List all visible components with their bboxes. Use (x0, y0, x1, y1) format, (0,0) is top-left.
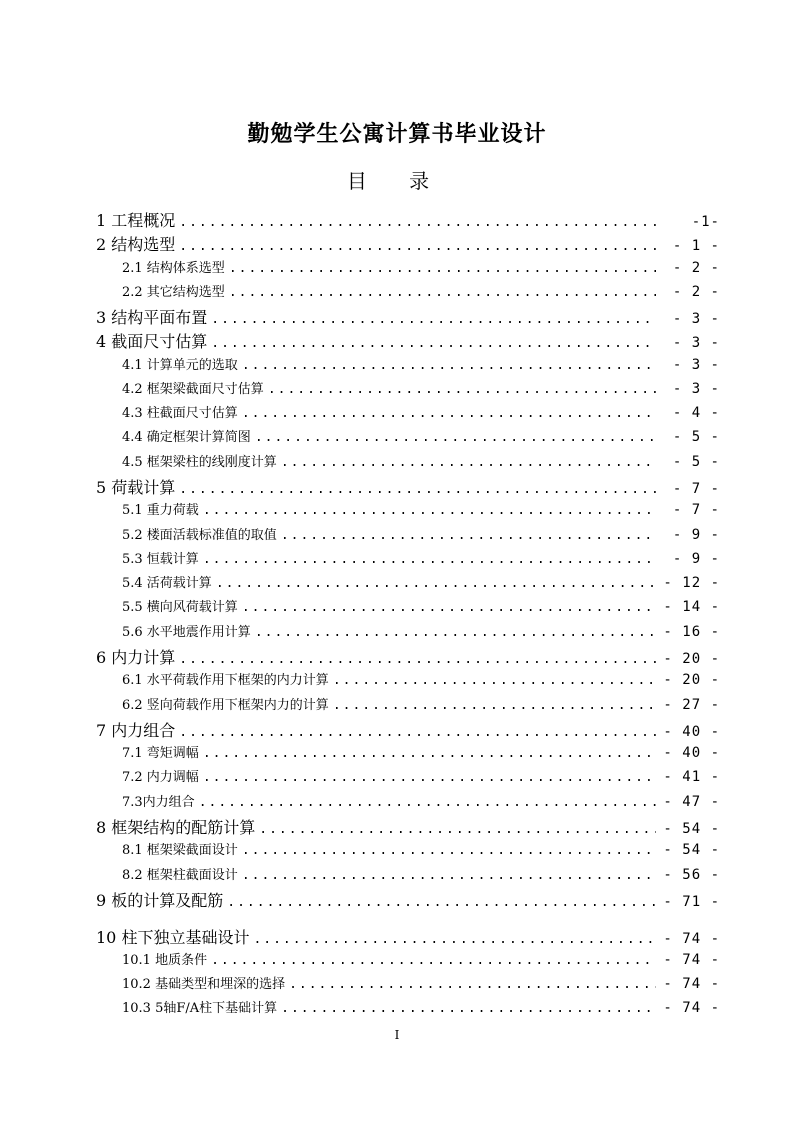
dot-leader (281, 528, 656, 543)
toc-entry-label: 6 内力计算 (96, 648, 176, 667)
toc-page-number: - 40 - (663, 724, 720, 740)
dot-leader (253, 932, 656, 947)
toc-entry-label: 7 内力组合 (96, 721, 176, 740)
toc-entry-5-2 (122, 524, 720, 548)
dot-leader (179, 482, 656, 497)
dot-leader (289, 977, 656, 992)
toc-entry-label: 7.2 内力调幅 (122, 770, 199, 785)
toc-entry-10-3 (122, 997, 720, 1021)
toc-page-number: - 27 - (663, 697, 720, 713)
toc-page-number: - 71 - (663, 894, 720, 910)
toc-entry-label: 5.4 活荷载计算 (122, 576, 212, 591)
toc-entry-label: 2 结构选型 (96, 235, 176, 254)
toc-entry-2-1 (122, 257, 720, 281)
toc-entry-label: 4.4 确定框架计算简图 (122, 430, 251, 445)
toc-entry-6-1 (122, 669, 720, 693)
toc-page-number: - 3 - (672, 311, 720, 327)
dot-leader (211, 312, 656, 327)
toc-entry-label: 10.1 地质条件 (122, 953, 208, 968)
dot-leader (242, 358, 656, 373)
dot-leader (268, 382, 656, 397)
toc-entry-label: 4 截面尺寸估算 (96, 332, 208, 351)
dot-leader (242, 843, 656, 858)
toc-entry-5-1 (122, 499, 720, 523)
dot-leader (179, 725, 656, 740)
dot-leader (255, 430, 656, 445)
toc-page-number: - 14 - (663, 599, 720, 615)
toc-entry-7-3 (122, 791, 720, 815)
page-footer-number: I (394, 1028, 400, 1042)
dot-leader (227, 895, 656, 910)
dot-leader (242, 600, 656, 615)
toc-entry-4 (96, 329, 720, 353)
dot-leader (229, 285, 656, 300)
toc-page-number: - 7 - (672, 481, 720, 497)
toc-entry-7-2 (122, 766, 720, 790)
toc-entry-label: 8.1 框架梁截面设计 (122, 843, 238, 858)
toc-entry-2 (96, 232, 720, 256)
dot-leader (259, 822, 656, 837)
toc-entry-label: 1 工程概况 (96, 211, 176, 230)
toc-page-number: - 74 - (663, 1000, 720, 1016)
toc-entry-9 (96, 888, 720, 912)
toc-entry-7 (96, 718, 720, 742)
toc-entry-10 (96, 925, 720, 949)
toc-entry-label: 5.5 横向风荷载计算 (122, 600, 238, 615)
toc-page-number: - 54 - (663, 821, 720, 837)
toc-entry-label: 8 框架结构的配筋计算 (96, 818, 256, 837)
toc-entry-label: 4.1 计算单元的选取 (122, 358, 238, 373)
dot-leader (229, 261, 656, 276)
toc-page-number: - 5 - (672, 454, 720, 470)
toc-entry-10-2 (122, 973, 720, 997)
toc-page-number: - 9 - (672, 527, 720, 543)
toc-entry-label: 5.6 水平地震作用计算 (122, 625, 251, 640)
toc-entry-5-6 (122, 621, 720, 645)
toc-entry-label: 4.5 框架梁柱的线刚度计算 (122, 455, 277, 470)
toc-entry-label: 10.2 基础类型和埋深的选择 (122, 977, 286, 992)
toc-entry-2-2 (122, 281, 720, 305)
toc-page-number: - 41 - (663, 769, 720, 785)
toc-page-number: - 12 - (663, 575, 720, 591)
toc-entry-label: 2.1 结构体系选型 (122, 261, 225, 276)
toc-entry-1 (96, 208, 720, 232)
dot-leader (179, 652, 656, 667)
toc-page-number: - 20 - (663, 651, 720, 667)
toc-page-number: - 56 - (663, 867, 720, 883)
dot-leader (203, 770, 656, 785)
dot-leader (281, 1001, 656, 1016)
toc-page-number: - 74 - (663, 931, 720, 947)
dot-leader (203, 503, 656, 518)
toc-entry-5-3 (122, 548, 720, 572)
toc-entry-5-5 (122, 596, 720, 620)
toc-entry-4-4 (122, 426, 720, 450)
toc-page-number: - 3 - (672, 357, 720, 373)
dot-leader (216, 576, 656, 591)
toc-entry-label: 5.3 恒载计算 (122, 552, 199, 567)
dot-leader (203, 746, 656, 761)
toc-entry-4-3 (122, 402, 720, 426)
toc-entry-5 (96, 475, 720, 499)
toc-page-number: -1- (691, 214, 720, 230)
toc-entry-label: 4.3 柱截面尺寸估算 (122, 406, 238, 421)
toc-entry-label: 5 荷载计算 (96, 478, 176, 497)
toc-entry-label: 5.2 楼面活载标准值的取值 (122, 528, 277, 543)
toc-page-number: - 4 - (672, 405, 720, 421)
toc-page-number: - 1 - (672, 238, 720, 254)
toc-entry-7-1 (122, 742, 720, 766)
toc-entry-8 (96, 815, 720, 839)
document-title: 勤勉学生公寓计算书毕业设计 (247, 121, 547, 147)
dot-leader (333, 698, 656, 713)
toc-entry-label: 6.1 水平荷载作用下框架的内力计算 (122, 673, 329, 688)
toc-entry-label: 4.2 框架梁截面尺寸估算 (122, 382, 264, 397)
toc-entry-10-1 (122, 949, 720, 973)
dot-leader (255, 625, 656, 640)
toc-page-number: - 7 - (672, 502, 720, 518)
toc-entry-4-2 (122, 378, 720, 402)
dot-leader (211, 953, 656, 968)
toc-entry-label: 6.2 竖向荷载作用下框架内力的计算 (122, 698, 329, 713)
dot-leader (242, 406, 656, 421)
toc-entry-label: 3 结构平面布置 (96, 308, 208, 327)
toc-entry-label: 10 柱下独立基础设计 (96, 928, 250, 947)
toc-page-number: - 16 - (663, 624, 720, 640)
toc-page-number: - 54 - (663, 842, 720, 858)
dot-leader (203, 552, 656, 567)
dot-leader (333, 673, 656, 688)
toc-entry-6 (96, 645, 720, 669)
dot-leader (242, 868, 656, 883)
toc-entry-4-1 (122, 354, 720, 378)
toc-page-number: - 74 - (663, 952, 720, 968)
toc-entry-8-1 (122, 839, 720, 863)
toc-page-number: - 40 - (663, 745, 720, 761)
toc-entry-label: 2.2 其它结构选型 (122, 285, 225, 300)
toc-entry-5-4 (122, 572, 720, 596)
toc-entry-label: 5.1 重力荷载 (122, 503, 199, 518)
toc-page-number: - 9 - (672, 551, 720, 567)
toc-entry-label: 10.3 5轴F/A柱下基础计算 (122, 1001, 278, 1016)
dot-leader (211, 336, 656, 351)
toc-page-number: - 3 - (672, 335, 720, 351)
toc-entry-label: 9 板的计算及配筋 (96, 891, 224, 910)
toc-page-number: - 47 - (663, 794, 720, 810)
toc-page-number: - 20 - (663, 672, 720, 688)
toc-entry-4-5 (122, 451, 720, 475)
dot-leader (281, 455, 656, 470)
toc-page-number: - 2 - (672, 260, 720, 276)
dot-leader (179, 215, 656, 230)
dot-leader (199, 795, 656, 810)
toc-page-number: - 3 - (672, 381, 720, 397)
toc-entry-label: 8.2 框架柱截面设计 (122, 868, 238, 883)
toc-entry-label: 7.1 弯矩调幅 (122, 746, 199, 761)
toc-entry-8-2 (122, 864, 720, 888)
toc-entry-3 (96, 305, 720, 329)
toc-entry-label: 7.3内力组合 (122, 795, 195, 810)
toc-heading: 目 录 (346, 169, 448, 193)
toc-page-number: - 74 - (663, 976, 720, 992)
toc-page-number: - 2 - (672, 284, 720, 300)
toc-page-number: - 5 - (672, 429, 720, 445)
toc-entry-6-2 (122, 694, 720, 718)
dot-leader (179, 239, 656, 254)
